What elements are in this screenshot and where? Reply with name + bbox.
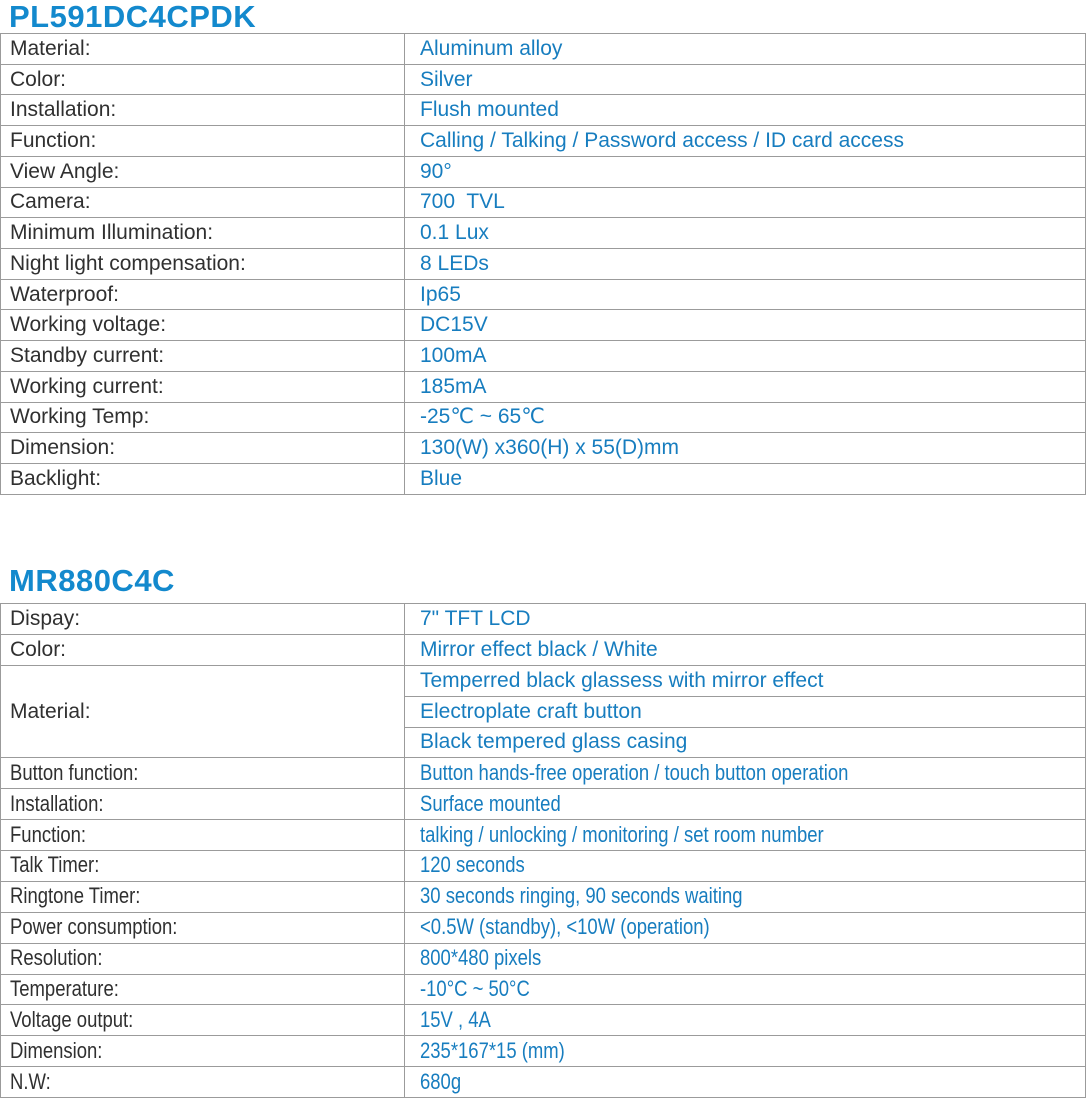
spec-label-text: Working Temp: (10, 405, 150, 429)
spec-label-text: Installation: (10, 790, 104, 816)
spec-value-text: Mirror effect black / White (420, 637, 658, 661)
spec-label (1, 912, 405, 943)
spec-label-text: Material: (10, 699, 91, 723)
spec-value-text: 130(W) x360(H) x 55(D)mm (420, 436, 680, 460)
spec-label (1, 187, 405, 218)
spec-value (405, 789, 1086, 820)
spec-value (405, 820, 1086, 851)
spec-label (1, 402, 405, 433)
spec-label-text: Standby current: (10, 344, 165, 368)
spec-label (1, 974, 405, 1005)
spec-label (1, 634, 405, 665)
spec-value-text: Calling / Talking / Password access / ID card access (420, 129, 904, 153)
table-row (1, 1005, 1086, 1036)
spec-value-text: -25℃ ~ 65℃ (420, 405, 545, 429)
table-row (1, 95, 1086, 126)
spec-label (1, 64, 405, 95)
spec-value (405, 464, 1086, 495)
spec-label-text: Color: (10, 67, 67, 91)
spec-label (1, 604, 405, 635)
spec-value (405, 974, 1086, 1005)
table-row (1, 758, 1086, 789)
spec-value (405, 34, 1086, 65)
spec-value (405, 341, 1086, 372)
spec-label (1, 310, 405, 341)
table-row (1, 604, 1086, 635)
spec-label (1, 95, 405, 126)
table-row (1, 218, 1086, 249)
spec-label (1, 126, 405, 157)
spec-value-text: Aluminum alloy (420, 36, 563, 60)
spec-value (405, 1005, 1086, 1036)
spec-value (405, 249, 1086, 280)
spec-value (405, 310, 1086, 341)
spec-value-text: Temperred black glassess with mirror effect (420, 668, 824, 692)
spec-value-text: Black tempered glass casing (420, 730, 688, 754)
spec-value-text: 120 seconds (420, 852, 525, 878)
table-row (1, 126, 1086, 157)
spec-value (405, 218, 1086, 249)
spec-label (1, 433, 405, 464)
table-row (1, 34, 1086, 65)
table-row (1, 1036, 1086, 1067)
spec-value (405, 371, 1086, 402)
spec-label (1, 249, 405, 280)
spec-label-text: Material: (10, 36, 91, 60)
table-row (1, 64, 1086, 95)
spec-value-text: 7" TFT LCD (420, 606, 531, 630)
spec-value-text: 90° (420, 159, 452, 183)
spec-value (405, 943, 1086, 974)
spec-label-text: Dispay: (10, 606, 81, 630)
table-row (1, 974, 1086, 1005)
spec-label (1, 758, 405, 789)
spec-label-text: N.W: (10, 1068, 51, 1094)
spec-label-text: Minimum Illumination: (10, 221, 214, 245)
spec-value-text: 8 LEDs (420, 251, 489, 275)
spec-label-text: Installation: (10, 98, 117, 122)
spec-value (405, 402, 1086, 433)
table-row (1, 310, 1086, 341)
spec-value (405, 696, 1086, 727)
spec-label-text: Ringtone Timer: (10, 883, 141, 909)
spec-value (405, 665, 1086, 696)
table-row (1, 665, 1086, 696)
spec-label-text: Talk Timer: (10, 852, 100, 878)
spec-label (1, 341, 405, 372)
spec-value-text: 30 seconds ringing, 90 seconds waiting (420, 883, 743, 909)
spec-label (1, 464, 405, 495)
section-title-mr880c4c: MR880C4C (9, 563, 175, 598)
spec-value-text: Flush mounted (420, 98, 559, 122)
spec-value (405, 604, 1086, 635)
spec-value-text: talking / unlocking / monitoring / set room number (420, 821, 824, 847)
spec-value-text: DC15V (420, 313, 488, 337)
table-row (1, 943, 1086, 974)
spec-label (1, 943, 405, 974)
spec-label (1, 1067, 405, 1098)
spec-label (1, 820, 405, 851)
table-row (1, 156, 1086, 187)
spec-value-text: Blue (420, 466, 463, 490)
spec-value-text: Silver (420, 67, 473, 91)
spec-value-text: Electroplate craft button (420, 699, 642, 723)
spec-value-text: 15V , 4A (420, 1006, 491, 1032)
spec-value (405, 156, 1086, 187)
spec-value (405, 126, 1086, 157)
spec-value (405, 634, 1086, 665)
spec-value-text: 100mA (420, 344, 487, 368)
spec-label-text: Temperature: (10, 975, 119, 1001)
spec-table-mr880c4c (0, 603, 1086, 1098)
spec-value (405, 851, 1086, 882)
spec-label (1, 156, 405, 187)
table-row (1, 279, 1086, 310)
spec-value (405, 881, 1086, 912)
table-row (1, 341, 1086, 372)
spec-label-text: Function: (10, 821, 87, 847)
spec-label (1, 279, 405, 310)
table-row (1, 402, 1086, 433)
spec-value (405, 1067, 1086, 1098)
spec-value (405, 727, 1086, 758)
spec-label (1, 371, 405, 402)
spec-label-text: Camera: (10, 190, 91, 214)
spec-label-text: Voltage output: (10, 1006, 134, 1032)
spec-value-text: Button hands-free operation / touch button operation (420, 759, 849, 785)
spec-value (405, 187, 1086, 218)
spec-label (1, 218, 405, 249)
spec-value (405, 64, 1086, 95)
spec-value-text: <0.5W (standby), <10W (operation) (420, 914, 710, 940)
table-row (1, 634, 1086, 665)
spec-value (405, 912, 1086, 943)
spec-value-text: Ip65 (420, 282, 461, 306)
spec-value (405, 758, 1086, 789)
table-row (1, 881, 1086, 912)
spec-label-text: Working current: (10, 374, 164, 398)
spec-label-text: Power consumption: (10, 914, 178, 940)
spec-label (1, 881, 405, 912)
spec-value (405, 433, 1086, 464)
spec-value-text: 185mA (420, 374, 487, 398)
spec-label-text: Color: (10, 637, 67, 661)
section-title-pl591dc4cpdk: PL591DC4CPDK (9, 0, 257, 34)
spec-label-text: Waterproof: (10, 282, 119, 306)
spec-label (1, 1005, 405, 1036)
spec-label-text: Function: (10, 129, 97, 153)
spec-label-text: Dimension: (10, 436, 116, 460)
table-row (1, 789, 1086, 820)
spec-value-text: 680g (420, 1068, 462, 1094)
spec-value-text: -10°C ~ 50°C (420, 975, 530, 1001)
table-row (1, 464, 1086, 495)
table-row (1, 433, 1086, 464)
spec-table-pl591dc4cpdk (0, 33, 1086, 495)
spec-value (405, 279, 1086, 310)
spec-value-text: 800*480 pixels (420, 945, 542, 971)
spec-label-text: Backlight: (10, 466, 102, 490)
table-row (1, 912, 1086, 943)
spec-label-text: Working voltage: (10, 313, 167, 337)
table-row (1, 820, 1086, 851)
table-row (1, 851, 1086, 882)
spec-label (1, 1036, 405, 1067)
table-row (1, 249, 1086, 280)
spec-label-material-merged (1, 665, 405, 758)
spec-label-text: Night light compensation: (10, 251, 246, 275)
spec-label-text: Dimension: (10, 1037, 103, 1063)
spec-value-text: Surface mounted (420, 790, 561, 816)
spec-label (1, 34, 405, 65)
spec-value-text: 0.1 Lux (420, 221, 489, 245)
table-row (1, 1067, 1086, 1098)
spec-value (405, 1036, 1086, 1067)
spec-label-text: Button function: (10, 759, 139, 785)
spec-value-text: 700 TVL (420, 190, 505, 214)
table-row (1, 371, 1086, 402)
spec-value-text: 235*167*15 (mm) (420, 1037, 565, 1063)
table-row (1, 187, 1086, 218)
spec-label-text: View Angle: (10, 159, 120, 183)
spec-label (1, 851, 405, 882)
spec-label-text: Resolution: (10, 945, 103, 971)
spec-label (1, 789, 405, 820)
spec-value (405, 95, 1086, 126)
